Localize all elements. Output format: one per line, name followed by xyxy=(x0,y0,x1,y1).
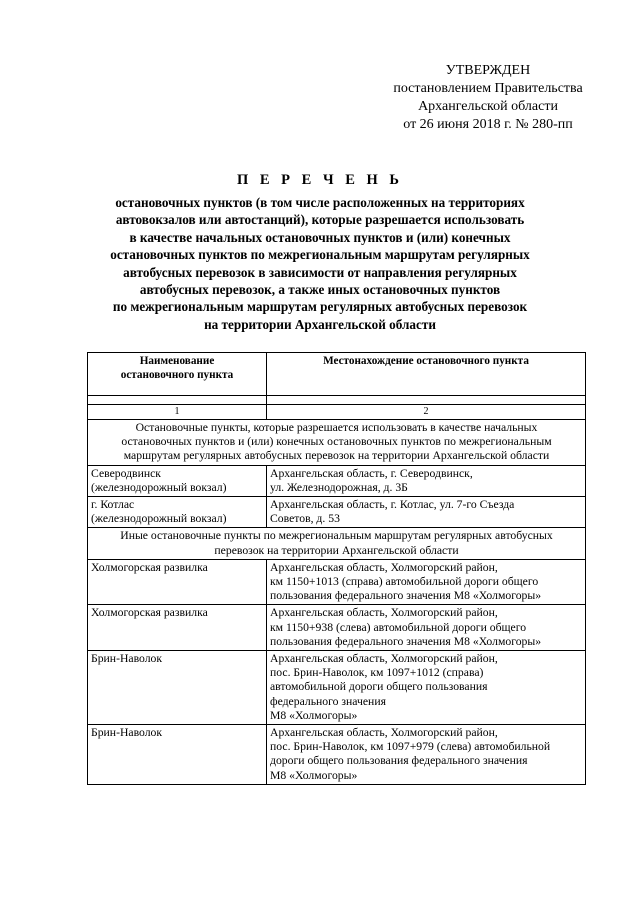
approval-line: постановлением Правительства xyxy=(393,81,583,96)
subtitle-line: автобусных перевозок в зависимости от направления регулярных xyxy=(123,264,517,280)
subtitle-line: остановочных пунктов по межрегиональным маршрутам регулярных xyxy=(110,247,530,263)
table-row xyxy=(88,605,586,651)
table-spacer-row xyxy=(88,396,586,405)
stop-location-cell xyxy=(267,605,586,651)
stop-location-line: км 1150+938 (слева) автомобильной дороги общего xyxy=(270,620,527,634)
stop-location-line: Архангельская область, Холмогорский район, xyxy=(270,652,498,666)
header-name-line: Наименование xyxy=(139,355,215,367)
column-number-row xyxy=(88,405,586,420)
approval-stamp xyxy=(368,62,608,134)
stop-name-cell xyxy=(88,497,267,528)
subtitle-line: автобусных перевозок, а также иных остановочных пунктов xyxy=(139,282,501,298)
stop-location-line: пос. Брин-Наволок, км 1097+979 (слева) автомобильной xyxy=(270,740,551,754)
table-row xyxy=(88,651,586,725)
stop-location-line: М8 «Холмогоры» xyxy=(270,768,358,782)
section-heading-line: маршрутам регулярных автобусных перевозок на территории Архангельской области xyxy=(123,449,550,463)
stop-name-cell xyxy=(88,651,267,725)
stop-name-line: Холмогорская развилка xyxy=(91,606,208,620)
subtitle-line: автовокзалов или автостанций), которые разрешается использовать xyxy=(115,212,525,228)
column-number: 1 xyxy=(88,405,267,420)
stop-name-cell xyxy=(88,465,267,496)
stop-name-cell xyxy=(88,725,267,785)
section-heading xyxy=(88,420,586,466)
stop-name-line: (железнодорожный вокзал) xyxy=(91,512,227,526)
stop-name-line: (железнодорожный вокзал) xyxy=(91,480,227,494)
table-row xyxy=(88,465,586,496)
stops-table xyxy=(87,352,586,785)
stop-location-line: Архангельская область, Холмогорский район, xyxy=(270,606,498,620)
table-row xyxy=(88,559,586,605)
column-number: 2 xyxy=(267,405,586,420)
section-heading-line: перевозок на территории Архангельской области xyxy=(214,543,459,557)
section-heading-line: Иные остановочные пункты по межрегиональным маршрутам регулярных автобусных xyxy=(120,529,553,543)
stop-location-line: Архангельская область, Холмогорский район, xyxy=(270,560,498,574)
approval-line: Архангельской области xyxy=(418,99,558,114)
stop-location-line: пользования федерального значения М8 «Холмогоры» xyxy=(270,634,542,648)
stop-name-cell xyxy=(88,605,267,651)
document-subtitle xyxy=(60,194,580,333)
stop-name-line: г. Котлас xyxy=(91,498,135,512)
stop-location-line: Архангельская область, г. Котлас, ул. 7-го Съезда xyxy=(270,498,515,512)
stop-name-line: Брин-Наволок xyxy=(91,726,163,740)
header-name-column xyxy=(88,353,267,396)
stop-location-line: федерального значения xyxy=(270,694,386,708)
stop-location-line: ул. Железнодорожная, д. 3Б xyxy=(270,480,408,494)
stop-location-line: дороги общего пользования федерального значения xyxy=(270,754,528,768)
section-heading-row xyxy=(88,528,586,559)
section-heading xyxy=(88,528,586,559)
subtitle-line: по межрегиональным маршрутам регулярных автобусных перевозок xyxy=(112,299,528,315)
stop-location-cell xyxy=(267,465,586,496)
stop-location-line: Архангельская область, г. Северодвинск, xyxy=(270,466,473,480)
stop-location-line: Архангельская область, Холмогорский район, xyxy=(270,726,498,740)
stop-location-cell xyxy=(267,725,586,785)
subtitle-line: в качестве начальных остановочных пунктов и (или) конечных xyxy=(129,229,511,245)
stop-name-line: Холмогорская развилка xyxy=(91,560,208,574)
stop-location-line: автомобильной дороги общего пользования xyxy=(270,680,488,694)
stop-name-cell xyxy=(88,559,267,605)
table-header-row xyxy=(88,353,586,396)
stop-location-line: км 1150+1013 (справа) автомобильной дороги общего xyxy=(270,575,539,589)
stop-location-cell xyxy=(267,497,586,528)
section-heading-line: Остановочные пункты, которые разрешается использовать в качестве начальных xyxy=(135,421,538,434)
section-heading-row xyxy=(88,420,586,466)
stop-location-line: пользования федерального значения М8 «Холмогоры» xyxy=(270,589,542,603)
stop-location-cell xyxy=(267,559,586,605)
table-row xyxy=(88,497,586,528)
subtitle-line: остановочных пунктов (в том числе расположенных на территориях xyxy=(115,195,525,210)
approval-line: от 26 июня 2018 г. № 280-пп xyxy=(403,117,573,132)
stop-location-line: Советов, д. 53 xyxy=(270,512,340,526)
header-name-line: остановочного пункта xyxy=(120,369,234,381)
stop-location-line: М8 «Холмогоры» xyxy=(270,708,358,722)
document-heading: П Е Р Е Ч Е Н Ь xyxy=(236,172,404,188)
stop-location-cell xyxy=(267,651,586,725)
document-title xyxy=(60,170,580,333)
stop-name-line: Брин-Наволок xyxy=(91,652,163,666)
subtitle-line: на территории Архангельской области xyxy=(204,316,436,332)
section-heading-line: остановочных пунктов и (или) конечных остановочных пунктов по межрегиональным xyxy=(121,435,552,449)
approval-line: УТВЕРЖДЕН xyxy=(445,63,531,78)
stop-location-line: пос. Брин-Наволок, км 1097+1012 (справа) xyxy=(270,666,484,680)
stop-name-line: Северодвинск xyxy=(91,466,161,480)
header-location-column: Местонахождение остановочного пункта xyxy=(267,353,586,396)
table-row xyxy=(88,725,586,785)
